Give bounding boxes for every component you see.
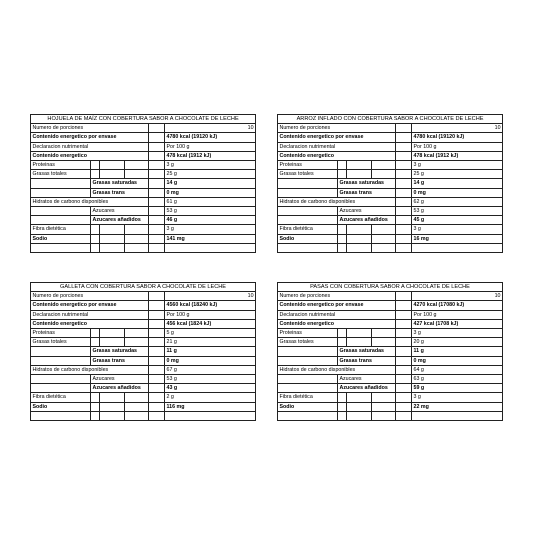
panel-title: ARROZ INFLADO CON COBERTURA SABOR A CHOCOLATE DE LECHE: [278, 115, 503, 124]
nutrition-table: [277, 282, 503, 421]
value-energia: 456 kcal (1824 kJ): [165, 319, 256, 328]
value-energia-envase: 4780 kcal (19120 kJ): [165, 133, 256, 142]
value-porciones: 10: [165, 292, 256, 301]
value-hidratos: 62 g: [412, 197, 503, 206]
value-porciones: 10: [412, 292, 503, 301]
value-energia: 478 kcal (1912 kJ): [412, 151, 503, 160]
value-proteinas: 3 g: [412, 161, 503, 170]
value-energia: 427 kcal (1708 kJ): [412, 319, 503, 328]
panel-title: PASAS CON COBERTURA SABOR A CHOCOLATE DE LECHE: [278, 283, 503, 292]
value-declaracion: Por 100 g: [412, 310, 503, 319]
row-label-grasas-trans: Grasas trans: [338, 188, 396, 197]
value-grasas-trans: 0 mg: [165, 188, 256, 197]
row-label-proteinas: Proteinas: [278, 329, 338, 338]
row-label-sodio: Sodio: [31, 402, 91, 411]
row-label-sodio: Sodio: [278, 234, 338, 243]
value-sodio: 22 mg: [412, 402, 503, 411]
row-label-declaracion: Declaracion nutrimental: [278, 310, 396, 319]
row-label-azucares-anadidos: Azucares añadidos: [91, 216, 149, 225]
value-grasas-totales: 25 g: [412, 170, 503, 179]
value-porciones: 10: [412, 124, 503, 133]
row-label-hidratos: Hidratos de carbono disponibles: [278, 197, 396, 206]
value-declaracion: Por 100 g: [412, 142, 503, 151]
value-sodio: 16 mg: [412, 234, 503, 243]
row-label-porciones: Numero de porciones: [31, 124, 149, 133]
value-grasas-trans: 0 mg: [412, 356, 503, 365]
value-sodio: 116 mg: [165, 402, 256, 411]
row-label-energia: Contenido energetico: [31, 319, 149, 328]
row-label-declaracion: Declaracion nutrimental: [31, 310, 149, 319]
row-label-grasas-trans: Grasas trans: [91, 188, 149, 197]
panel-title: GALLETA CON COBERTURA SABOR A CHOCOLATE DE LECHE: [31, 283, 256, 292]
value-fibra: 3 g: [165, 225, 256, 234]
value-grasas-trans: 0 mg: [165, 356, 256, 365]
row-label-azucares: Azucares: [338, 207, 396, 216]
row-label-energia: Contenido energetico: [31, 151, 149, 160]
nutrition-panel-galleta: [30, 282, 255, 421]
row-label-fibra: Fibra dietética: [31, 225, 91, 234]
row-label-grasas-totales: Grasas totales: [278, 338, 338, 347]
row-label-hidratos: Hidratos de carbono disponibles: [31, 197, 149, 206]
value-grasas-saturadas: 14 g: [165, 179, 256, 188]
value-porciones: 10: [165, 124, 256, 133]
nutrition-table: [30, 114, 256, 253]
row-label-porciones: Numero de porciones: [31, 292, 149, 301]
nutrition-panel-pasas: [277, 282, 502, 421]
value-azucares-anadidos: 43 g: [165, 384, 256, 393]
row-label-azucares-anadidos: Azucares añadidos: [338, 384, 396, 393]
value-energia-envase: 4270 kcal (17080 kJ): [412, 301, 503, 310]
value-fibra: 2 g: [165, 393, 256, 402]
value-grasas-saturadas: 14 g: [412, 179, 503, 188]
value-hidratos: 61 g: [165, 197, 256, 206]
row-label-proteinas: Proteinas: [31, 161, 91, 170]
row-label-energia: Contenido energetico: [278, 319, 396, 328]
value-declaracion: Por 100 g: [165, 310, 256, 319]
row-label-energia-envase: Contenido energetico por envase: [31, 133, 149, 142]
row-label-porciones: Numero de porciones: [278, 124, 396, 133]
nutrition-table: [30, 282, 256, 421]
value-grasas-saturadas: 11 g: [412, 347, 503, 356]
value-fibra: 3 g: [412, 393, 503, 402]
value-proteinas: 3 g: [165, 161, 256, 170]
row-label-grasas-totales: Grasas totales: [278, 170, 338, 179]
row-label-sodio: Sodio: [278, 402, 338, 411]
row-label-sodio: Sodio: [31, 234, 91, 243]
row-label-grasas-totales: Grasas totales: [31, 338, 91, 347]
row-label-grasas-totales: Grasas totales: [31, 170, 91, 179]
row-label-azucares: Azucares: [91, 207, 149, 216]
row-label-grasas-saturadas: Grasas saturadas: [338, 347, 396, 356]
value-hidratos: 67 g: [165, 365, 256, 374]
row-label-energia-envase: Contenido energetico por envase: [278, 301, 396, 310]
row-label-fibra: Fibra dietética: [31, 393, 91, 402]
value-grasas-totales: 21 g: [165, 338, 256, 347]
row-label-proteinas: Proteinas: [31, 329, 91, 338]
row-label-fibra: Fibra dietética: [278, 225, 338, 234]
value-energia-envase: 4780 kcal (19120 kJ): [412, 133, 503, 142]
value-azucares: 53 g: [412, 207, 503, 216]
row-label-azucares-anadidos: Azucares añadidos: [91, 384, 149, 393]
row-label-grasas-saturadas: Grasas saturadas: [91, 179, 149, 188]
value-energia-envase: 4560 kcal (18240 kJ): [165, 301, 256, 310]
value-grasas-saturadas: 11 g: [165, 347, 256, 356]
value-azucares: 53 g: [165, 207, 256, 216]
value-hidratos: 64 g: [412, 365, 503, 374]
value-proteinas: 3 g: [412, 329, 503, 338]
value-fibra: 3 g: [412, 225, 503, 234]
value-azucares-anadidos: 59 g: [412, 384, 503, 393]
value-azucares: 63 g: [412, 375, 503, 384]
value-grasas-totales: 20 g: [412, 338, 503, 347]
nutrition-panel-hojuela: [30, 114, 255, 253]
value-sodio: 141 mg: [165, 234, 256, 243]
row-label-energia: Contenido energetico: [278, 151, 396, 160]
value-proteinas: 5 g: [165, 329, 256, 338]
panel-title: HOJUELA DE MAÍZ CON COBERTURA SABOR A CHOCOLATE DE LECHE: [31, 115, 256, 124]
value-azucares-anadidos: 45 g: [412, 216, 503, 225]
nutrition-panel-arroz: [277, 114, 502, 253]
value-declaracion: Por 100 g: [165, 142, 256, 151]
value-azucares-anadidos: 46 g: [165, 216, 256, 225]
row-label-hidratos: Hidratos de carbono disponibles: [278, 365, 396, 374]
row-label-energia-envase: Contenido energetico por envase: [278, 133, 396, 142]
row-label-azucares: Azucares: [338, 375, 396, 384]
value-grasas-totales: 25 g: [165, 170, 256, 179]
row-label-grasas-trans: Grasas trans: [91, 356, 149, 365]
value-grasas-trans: 0 mg: [412, 188, 503, 197]
row-label-porciones: Numero de porciones: [278, 292, 396, 301]
row-label-grasas-saturadas: Grasas saturadas: [338, 179, 396, 188]
row-label-grasas-saturadas: Grasas saturadas: [91, 347, 149, 356]
row-label-energia-envase: Contenido energetico por envase: [31, 301, 149, 310]
row-label-azucares-anadidos: Azucares añadidos: [338, 216, 396, 225]
row-label-fibra: Fibra dietética: [278, 393, 338, 402]
value-azucares: 53 g: [165, 375, 256, 384]
value-energia: 478 kcal (1912 kJ): [165, 151, 256, 160]
row-label-grasas-trans: Grasas trans: [338, 356, 396, 365]
row-label-declaracion: Declaracion nutrimental: [31, 142, 149, 151]
row-label-proteinas: Proteinas: [278, 161, 338, 170]
row-label-declaracion: Declaracion nutrimental: [278, 142, 396, 151]
row-label-hidratos: Hidratos de carbono disponibles: [31, 365, 149, 374]
row-label-azucares: Azucares: [91, 375, 149, 384]
nutrition-table: [277, 114, 503, 253]
